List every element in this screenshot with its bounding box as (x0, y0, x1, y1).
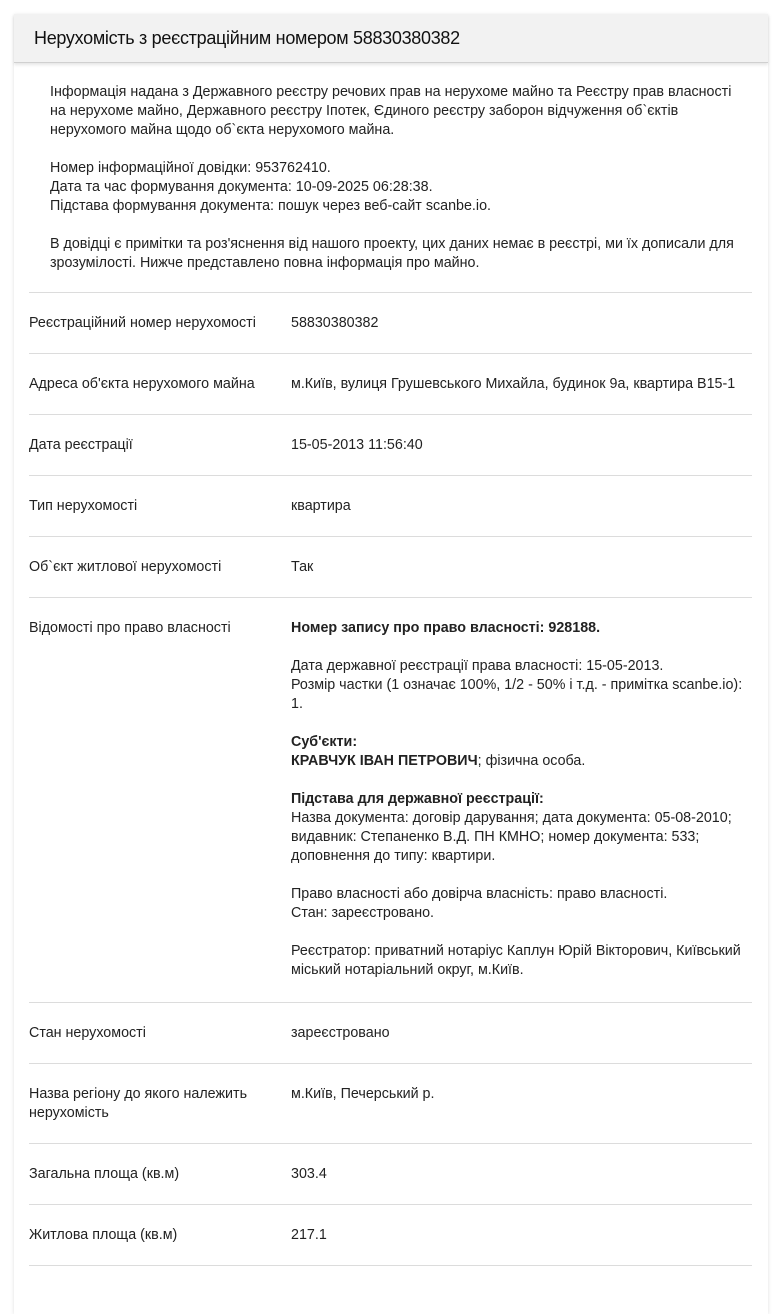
row-label: Стан нерухомості (29, 1025, 146, 1041)
row-label: Житлова площа (кв.м) (29, 1227, 178, 1243)
row-value: м.Київ, Печерський р. (291, 1086, 435, 1102)
ownership-share: Розмір частки (1 означає 100%, 1/2 - 50% і т.д. - примітка scanbe.io): 1. (291, 677, 743, 712)
intro-source-text: Інформація надана з Державного реєстру речових прав на нерухоме майно та Реєстру прав власності на нерухоме майно, Державного реєстру Іпотек, Єдиного реєстру заборон відчуження об`єктів нерухомого майна щодо об`єкта нерухомого майна. (50, 84, 732, 138)
row-label: Загальна площа (кв.м) (29, 1166, 180, 1182)
subject-type: ; фізична особа. (477, 753, 586, 769)
table-row (29, 476, 752, 537)
row-value: 58830380382 (291, 315, 379, 331)
table-row (29, 1205, 752, 1266)
basis-heading: Підстава для державної реєстрації: (291, 791, 544, 807)
intro-note: В довідці є примітки та роз'яснення від нашого проекту, цих даних немає в реєстрі, ми їх дописали для зрозумілості. Нижче представлено повна інформація про майно. (50, 236, 734, 271)
card-header (14, 14, 768, 63)
reference-number: Номер інформаційної довідки: 953762410. (50, 160, 331, 176)
table-row (29, 354, 752, 415)
row-label: Відомості про право власності (29, 620, 231, 636)
row-label: Адреса об'єкта нерухомого майна (29, 376, 255, 392)
ownership-record-number: Номер запису про право власності: 928188. (291, 620, 601, 636)
row-value: 303.4 (291, 1166, 327, 1182)
ownership-details (291, 619, 752, 980)
row-label: Тип нерухомості (29, 498, 138, 514)
row-label: Дата реєстрації (29, 437, 133, 453)
row-value: 15-05-2013 11:56:40 (291, 437, 423, 453)
intro-section (14, 63, 768, 273)
table-row (29, 537, 752, 598)
row-label: Об`єкт житлової нерухомості (29, 559, 222, 575)
row-value: квартира (291, 498, 351, 514)
table-row (29, 1003, 752, 1064)
table-row (29, 1064, 752, 1144)
subject-name: КРАВЧУК ІВАН ПЕТРОВИЧ (291, 753, 478, 769)
table-row-ownership (29, 598, 752, 1003)
row-value: 217.1 (291, 1227, 327, 1243)
ownership-registration-date: Дата державної реєстрації права власності: 15-05-2013. (291, 658, 664, 674)
registrar: Реєстратор: приватний нотаріус Каплун Юрій Вікторович, Київський міський нотаріальний округ, м.Київ. (291, 943, 741, 978)
table-row (29, 415, 752, 476)
row-value: м.Київ, вулиця Грушевського Михайла, будинок 9а, квартира B15-1 (291, 376, 736, 392)
basis-text: Назва документа: договір дарування; дата документа: 05-08-2010; видавник: Степаненко В.Д. ПН КМНО; номер документа: 533; доповнення до типу: квартири. (291, 810, 732, 864)
property-details-table (29, 292, 752, 1266)
right-type: Право власності або довірча власність: право власності. (291, 886, 668, 902)
ownership-status: Стан: зареєстровано. (291, 905, 435, 921)
generation-basis: Підстава формування документа: пошук через веб-сайт scanbe.io. (50, 198, 491, 214)
table-row (29, 1144, 752, 1205)
table-row (29, 293, 752, 354)
row-value: зареєстровано (291, 1025, 390, 1041)
page-title: Нерухомість з реєстраційним номером 58830380382 (34, 27, 460, 48)
subjects-heading: Суб'єкти: (291, 734, 358, 750)
property-card (14, 14, 768, 1314)
row-label: Назва регіону до якого належить нерухомість (29, 1086, 248, 1121)
intro-meta (50, 159, 746, 216)
row-label: Реєстраційний номер нерухомості (29, 315, 256, 331)
row-value: Так (291, 559, 314, 575)
generated-at: Дата та час формування документа: 10-09-2025 06:28:38. (50, 179, 433, 195)
